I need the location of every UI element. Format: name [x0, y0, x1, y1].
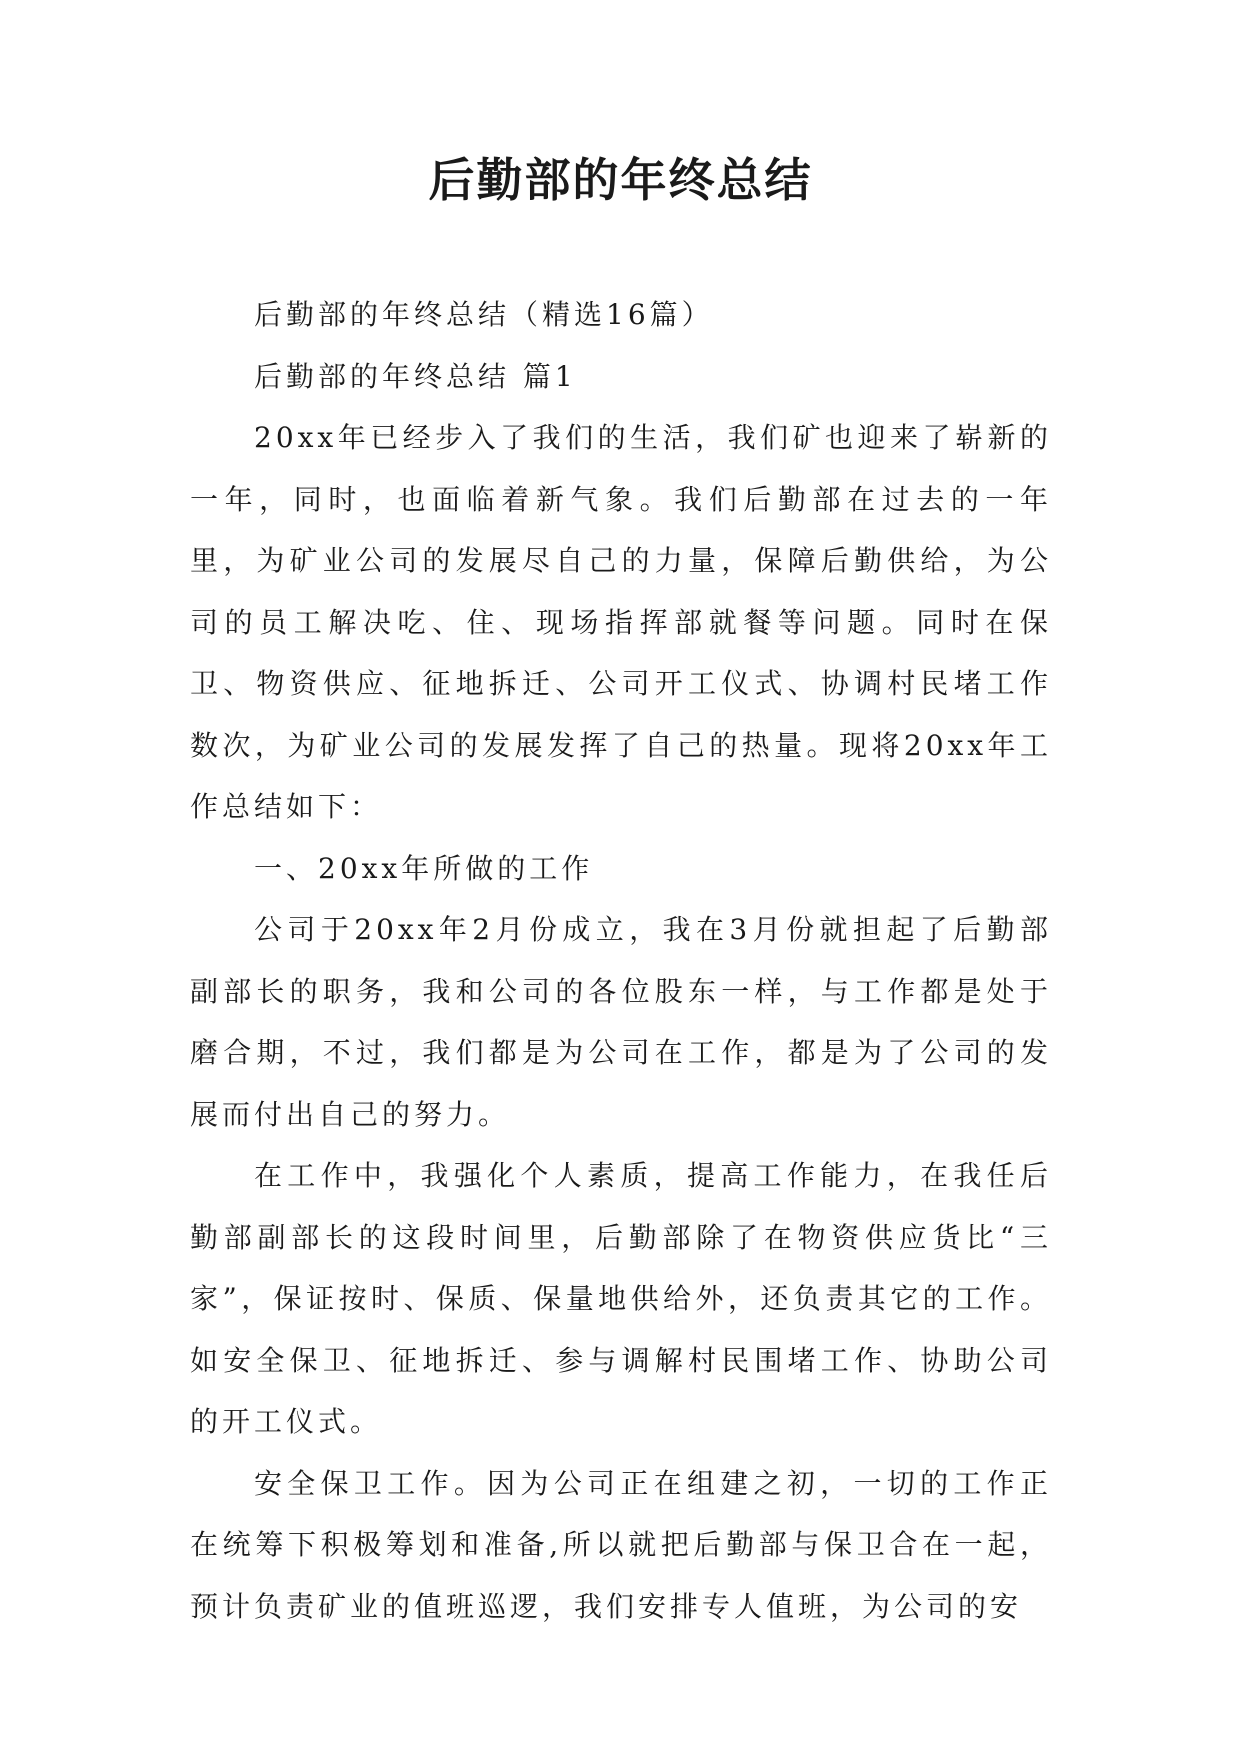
paragraph-intro: 20xx年已经步入了我们的生活，我们矿也迎来了崭新的一年，同时，也面临着新气象。我们后勤部在过去的一年里，为矿业公司的发展尽自己的力量，保障后勤供给，为公司的员工解决吃、住、现场指挥部就餐等问题。同时在保卫、物资供应、征地拆迁、公司开工仪式、协调村民堵工作数次，为矿业公司的发展发挥了自己的热量。现将20xx年工作总结如下： — [190, 421, 1052, 823]
paragraph-work-duties: 在工作中，我强化个人素质，提高工作能力，在我任后勤部副部长的这段时间里，后勤部除了在物资供应货比“三家”，保证按时、保质、保量地供给外，还负责其它的工作。如安全保卫、征地拆迁、参与调解村民围堵工作、协助公司的开工仪式。 — [190, 1159, 1052, 1438]
paragraph-heading-work: 一、20xx年所做的工作 — [254, 851, 594, 885]
paragraph-section-heading: 后勤部的年终总结 篇1 — [254, 359, 577, 393]
document-body — [190, 284, 1052, 1637]
paragraph-subtitle: 后勤部的年终总结（精选16篇） — [254, 298, 714, 331]
paragraph-security: 安全保卫工作。因为公司正在组建之初，一切的工作正在统筹下积极筹划和准备,所以就把后勤部与保卫合在一起，预计负责矿业的值班巡逻，我们安排专人值班，为公司的安 — [190, 1466, 1052, 1623]
document-title: 后勤部的年终总结 — [428, 153, 813, 207]
paragraph-company-founding: 公司于20xx年2月份成立，我在3月份就担起了后勤部副部长的职务，我和公司的各位股东一样，与工作都是处于磨合期，不过，我们都是为公司在工作，都是为了公司的发展而付出自己的努力。 — [190, 913, 1052, 1131]
